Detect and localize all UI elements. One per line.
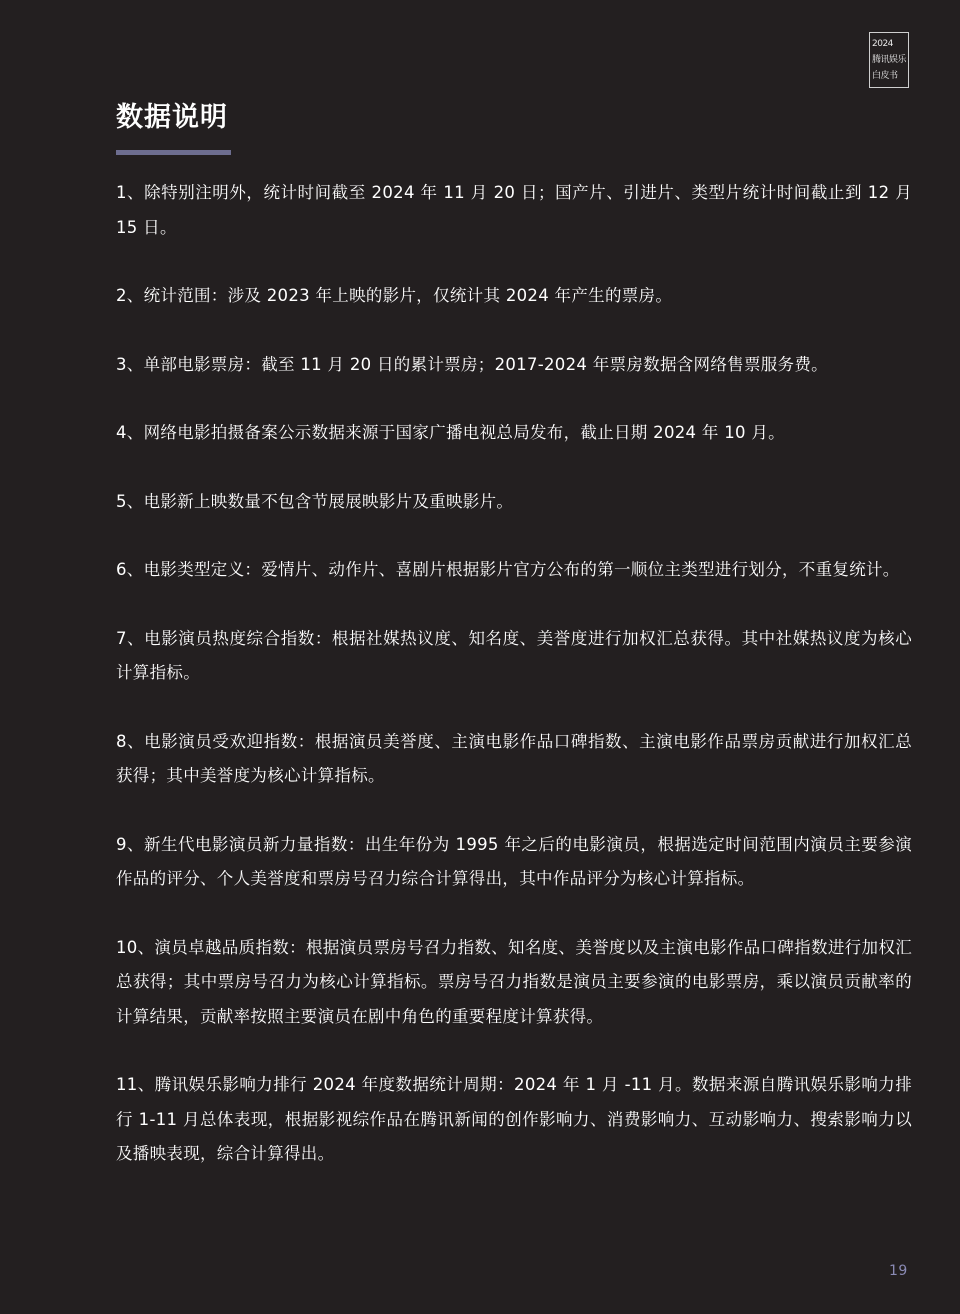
note-4: 4、网络电影拍摄备案公示数据来源于国家广播电视总局发布，截止日期 2024 年 10 月。 bbox=[116, 423, 785, 442]
note-2: 2、统计范围：涉及 2023 年上映的影片，仅统计其 2024 年产生的票房。 bbox=[116, 286, 673, 305]
note-9: 9、新生代电影演员新力量指数：出生年份为 1995 年之后的电影演员，根据选定时间范围内演员主要参演作品的评分、个人美誉度和票房号召力综合计算得出，其中作品评分为核心计算指标。 bbox=[116, 834, 912, 888]
note-11: 11、腾讯娱乐影响力排行 2024 年度数据统计周期：2024 年 1 月 -11 月。数据来源自腾讯娱乐影响力排行 1-11 月总体表现，根据影视综作品在腾讯新闻的创作影响力、消费影响力、互动影响力、搜索影响力以及播映表现，综合计算得出。 bbox=[116, 1075, 912, 1163]
notes-list bbox=[116, 176, 912, 1206]
title-underline bbox=[116, 150, 231, 155]
note-1: 1、除特别注明外，统计时间截至 2024 年 11 月 20 日；国产片、引进片、类型片统计时间截止到 12 月 15 日。 bbox=[116, 183, 912, 237]
badge-year: 2024 bbox=[872, 39, 893, 49]
page-title: 数据说明 bbox=[116, 102, 228, 133]
page-number: 19 bbox=[889, 1263, 908, 1279]
badge-doc-type: 白皮书 bbox=[872, 71, 898, 81]
badge-publisher: 腾讯娱乐 bbox=[872, 55, 907, 65]
note-8: 8、电影演员受欢迎指数：根据演员美誉度、主演电影作品口碑指数、主演电影作品票房贡献进行加权汇总获得；其中美誉度为核心计算指标。 bbox=[116, 731, 912, 785]
note-10: 10、演员卓越品质指数：根据演员票房号召力指数、知名度、美誉度以及主演电影作品口碑指数进行加权汇总获得；其中票房号召力为核心计算指标。票房号召力指数是演员主要参演的电影票房，乘以演员贡献率的计算结果，贡献率按照主要演员在剧中角色的重要程度计算获得。 bbox=[116, 937, 912, 1026]
note-7: 7、电影演员热度综合指数：根据社媒热议度、知名度、美誉度进行加权汇总获得。其中社媒热议度为核心计算指标。 bbox=[116, 628, 912, 682]
note-5: 5、电影新上映数量不包含节展展映影片及重映影片。 bbox=[116, 491, 514, 511]
whitepaper-badge bbox=[869, 32, 909, 88]
note-3: 3、单部电影票房：截至 11 月 20 日的累计票房；2017-2024 年票房数据含网络售票服务费。 bbox=[116, 354, 828, 374]
note-6: 6、电影类型定义：爱情片、动作片、喜剧片根据影片官方公布的第一顺位主类型进行划分，不重复统计。 bbox=[116, 560, 900, 579]
